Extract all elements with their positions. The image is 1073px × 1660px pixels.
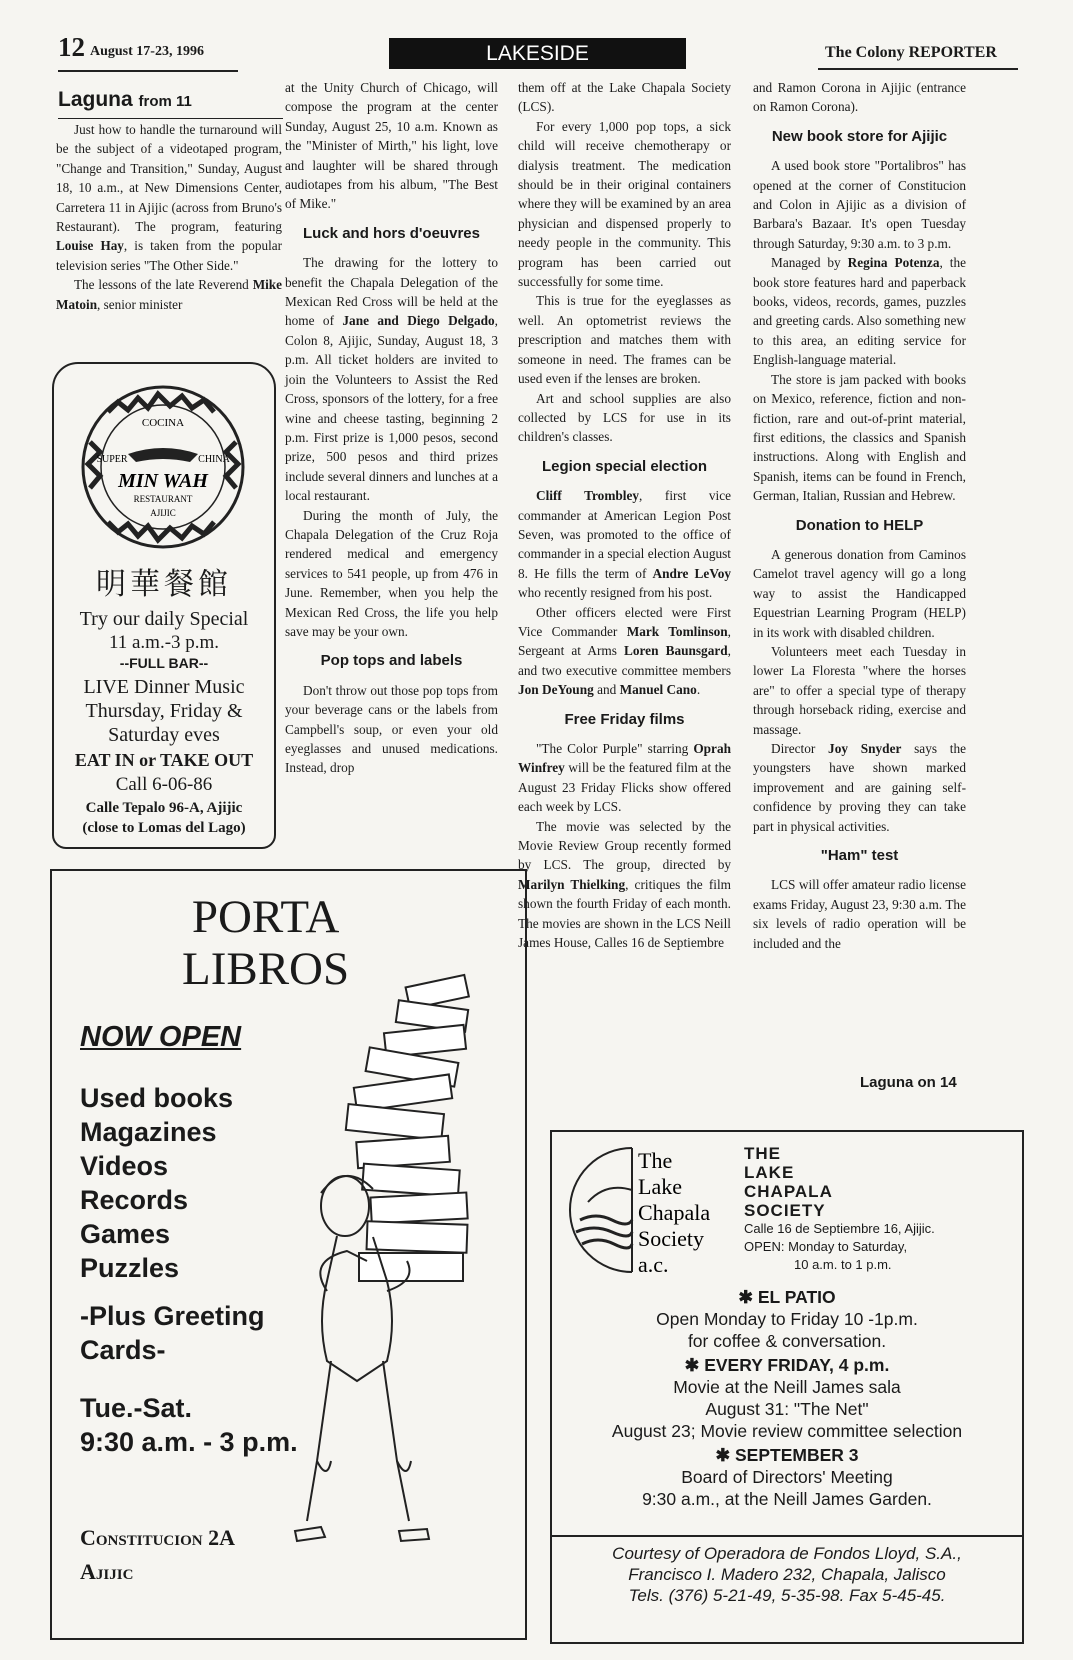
greeting-cards <box>80 1299 265 1367</box>
col1-paragraph <box>56 275 282 314</box>
text: Francisco I. Madero 232, Chapala, Jalisco <box>628 1565 946 1584</box>
laguna-heading-suffix: from 11 <box>138 93 192 110</box>
music-eves: Saturday eves <box>108 724 220 746</box>
text: and <box>593 682 620 698</box>
text: will be the featured film at the August 23 Friday Flicks show offered each week by LCS. <box>518 760 731 815</box>
person-name: Jane and Diego Delgado <box>342 313 495 329</box>
col4-paragraph: and Ramon Corona in Ajijic (entrance on Ramon Corona). <box>753 80 966 115</box>
col4-paragraph: A generous donation from Caminos Camelot travel agency will go a long way to assist the Handicapped Equestrian Learning Program (HELP) in its work with disabled children. <box>753 546 966 640</box>
text: "The Color Purple" starring <box>536 741 694 756</box>
product-item: Records <box>80 1185 189 1215</box>
col3-paragraph: them off at the Lake Chapala Society (LCS). <box>518 80 731 115</box>
laguna-heading <box>58 88 192 112</box>
text: The lessons of the late Reverend <box>74 277 253 293</box>
text: Just how to handle the turnaround will be the subject of a videotaped program, "Change and Transition," Sunday, August 18, 10 a.m., at New Dimensions Center, Carretera 11 in Ajijic (across from Bruno's Restaurant). The program, featuring <box>56 122 282 235</box>
text: Ajijic <box>80 1559 134 1584</box>
logo-name-text: MIN WAH <box>118 470 208 492</box>
logo-super-text: SUPER <box>96 454 128 465</box>
text: Other officers elected were First Vice Commander <box>518 604 731 639</box>
logo-restaurant-text: RESTAURANT <box>133 494 193 504</box>
product-item: Games <box>80 1219 171 1249</box>
person-name: Louise Hay <box>56 238 124 254</box>
text: LAKE <box>744 1163 795 1182</box>
lcs-body <box>552 1132 1022 1534</box>
text: Tels. (376) 5-21-49, 5-35-98. Fax 5-45-45. <box>628 1586 946 1605</box>
person-name: Marilyn Thielking <box>518 876 626 892</box>
every-friday <box>552 1354 1022 1442</box>
text: THE <box>744 1144 781 1163</box>
col2-paragraph: at the Unity Church of Chicago, will compose the program at the center Sunday, August 25, 10 a.m. Known as the "Minister of Mirth," his light, love and laughter will be shared through audiotapes from his album, "The Best of Mike." <box>285 80 498 212</box>
headline-pop-tops: Pop tops and labels <box>320 652 463 670</box>
text: who recently resigned from his post. <box>518 585 713 601</box>
text: for coffee & conversation. <box>687 1331 887 1351</box>
text: . <box>696 682 701 698</box>
col3-paragraph: Art and school supplies are also collected by LCS for use in its children's classes. <box>518 390 731 445</box>
logo-line: Lake <box>638 1174 682 1199</box>
text: OPEN: Monday to Saturday, <box>744 1239 908 1254</box>
title-line: LIBROS <box>182 943 350 995</box>
col4-paragraph <box>753 739 966 836</box>
text: August 31: "The Net" <box>705 1399 869 1419</box>
header-rule-right <box>818 68 1018 70</box>
person-name: Cliff Trombley <box>536 488 640 504</box>
special-hours: 11 a.m.-3 p.m. <box>108 632 220 653</box>
headline-free-films: Free Friday films <box>564 710 685 728</box>
text: ✱ EVERY FRIDAY, 4 p.m. <box>684 1355 890 1375</box>
text: SOCIETY <box>744 1201 826 1220</box>
person-name: Regina Potenza <box>847 255 940 271</box>
person-name: Andre LeVoy <box>652 565 731 581</box>
person-name: Loren Baunsgard <box>624 643 728 659</box>
headline-luck: Luck and hors d'oeuvres <box>303 224 480 242</box>
col4-paragraph <box>753 253 966 369</box>
porta-libros-ad <box>50 869 527 1640</box>
col1-paragraph <box>56 120 282 275</box>
laguna-rule <box>58 118 283 119</box>
column-2 <box>285 78 498 778</box>
text: Calle 16 de Septiembre 16, Ajijic. <box>744 1221 935 1236</box>
product-item: Puzzles <box>80 1253 180 1283</box>
min-wah-logo <box>78 382 248 552</box>
newspaper-name: The Colony REPORTER <box>825 44 997 61</box>
title-line: PORTA <box>191 891 340 943</box>
text: Courtesy of Operadora de Fondos Lloyd, S.A., <box>612 1544 962 1563</box>
text: ✱ EL PATIO <box>738 1287 836 1307</box>
text: Constitucion 2A <box>80 1525 235 1550</box>
september-3 <box>552 1444 1022 1510</box>
lcs-address <box>744 1220 935 1274</box>
product-item: Used books <box>80 1083 234 1113</box>
text: ✱ SEPTEMBER 3 <box>715 1445 859 1465</box>
col3-paragraph <box>518 739 731 817</box>
eat-in-take-out: EAT IN or TAKE OUT <box>74 750 254 770</box>
headline-legion: Legion special election <box>541 457 708 475</box>
text: 9:30 a.m., at the Neill James Garden. <box>642 1489 932 1509</box>
text: , critiques the film shown the fourth Friday of each month. The movies are shown in the LCS Neill James House, Calles 16 de Septiembre <box>518 876 731 951</box>
text: Movie at the Neill James sala <box>673 1377 901 1397</box>
col4-paragraph: LCS will offer amateur radio license exams Friday, August 23, 9:30 a.m. The six levels of radio operation will be included and the <box>753 877 966 951</box>
lake-chapala-society-ad <box>550 1130 1024 1644</box>
text: Managed by <box>771 255 848 271</box>
address-note: (close to Lomas del Lago) <box>82 820 246 836</box>
product-list <box>80 1081 233 1285</box>
logo-line: a.c. <box>638 1252 669 1277</box>
logo-line: Chapala <box>638 1200 711 1225</box>
continued-jump: Laguna on 14 <box>860 1074 957 1091</box>
text: Cards- <box>80 1335 166 1365</box>
lcs-name <box>744 1144 833 1220</box>
column-3 <box>518 78 731 952</box>
text: says the youngsters have shown marked improvement and are gaining self-confidence by proving they can take part in physical activities. <box>753 741 966 834</box>
text: Tue.-Sat. <box>80 1393 193 1423</box>
text: , Sergeant at Arms <box>518 623 731 659</box>
issue-date: August 17-23, 1996 <box>90 44 204 59</box>
text: , Colon 8, Ajijic, Sunday, August 18, 3 p.m. All ticket holders are invited to join the Volunteers to Assist the Red Cross, sponsors of the lottery, for a free wine and cheese tasting, beginning 2 p.m. First prize is 1,000 pesos, second prize, 500 pesos and third prizes include several dinners and lunches at a local restaurant. <box>285 313 498 504</box>
text: , first vice commander at American Legion Post Seven, was promoted to the office of commander in a special election August 8. He fills the term of <box>518 488 731 581</box>
chinese-name: 明華餐館 <box>96 568 232 601</box>
lcs-logo <box>566 1142 766 1282</box>
page-number: 12 <box>58 32 85 62</box>
person-name: Oprah Winfrey <box>518 741 731 776</box>
col2-paragraph: During the month of July, the Chapala Delegation of the Cruz Roja rendered medical and emergency services to 541 people, up from 476 in June. Remember, when you help the Mexican Red Cross, the life you help save may be your own. <box>285 507 498 639</box>
headline-ham-test: "Ham" test <box>820 847 899 865</box>
text: The drawing for the lottery to benefit the Chapala Delegation of the Mexican Red Cross will be held at the home of <box>285 255 498 329</box>
text: , and two executive committee members <box>518 643 731 678</box>
col3-paragraph <box>518 817 731 953</box>
min-wah-ad <box>52 362 276 849</box>
phone: Call 6-06-86 <box>115 774 213 795</box>
music-days: Thursday, Friday & <box>85 700 243 722</box>
address: Calle Tepalo 96-A, Ajijic <box>85 800 243 816</box>
person-name: Manuel Cano <box>619 682 697 698</box>
text: Director <box>771 741 829 756</box>
col4-paragraph: A used book store "Portalibros" has opened at the corner of Constitucion and Colon in Ajijic as a division of Barbara's Bazaar. It's open Tuesday through Saturday, 9:30 a.m. to 3 p.m. <box>753 158 966 251</box>
column-4 <box>753 78 966 953</box>
text: -Plus Greeting <box>80 1301 265 1331</box>
col4-paragraph: Volunteers meet each Tuesday in lower La Floresta "where the horses are" to offer a special type of therapy through horseback riding, exercise and massage. <box>753 643 966 737</box>
store-address <box>80 1521 235 1589</box>
text: , is taken from the popular television series "The Other Side." <box>56 238 282 273</box>
text: CHAPALA <box>744 1182 833 1201</box>
col3-paragraph: This is true for the eyeglasses as well. An optometrist reviews the prescription and matches them with someone in need. The frames can be used even if the lenses are broken. <box>518 293 731 387</box>
person-name: Jon DeYoung <box>518 682 594 698</box>
logo-town-text: AJIJIC <box>150 508 176 518</box>
headline-donation: Donation to HELP <box>795 516 924 534</box>
col3-paragraph <box>518 486 731 602</box>
book-carrier-illustration <box>287 961 487 1601</box>
column-1 <box>56 120 282 314</box>
person-name: Mark Tomlinson <box>626 623 728 639</box>
laguna-heading-main: Laguna <box>58 88 133 111</box>
lcs-footer <box>552 1535 1022 1640</box>
logo-line: The <box>638 1148 673 1173</box>
product-item: Videos <box>80 1151 169 1181</box>
text: 9:30 a.m. - 3 p.m. <box>80 1427 298 1457</box>
text: Board of Directors' Meeting <box>681 1467 893 1487</box>
el-patio <box>552 1286 1022 1352</box>
col2-paragraph: Don't throw out those pop tops from your beverage cans or the labels from Campbell's soup, or even your old eyeglasses and unused medications. Instead, drop <box>285 682 498 776</box>
section-banner: LAKESIDE <box>389 38 686 69</box>
full-bar: --FULL BAR-- <box>119 655 209 671</box>
text: 10 a.m. to 1 p.m. <box>794 1257 892 1272</box>
headline-book-store: New book store for Ajijic <box>771 127 948 145</box>
now-open: NOW OPEN <box>80 1021 242 1053</box>
text: , senior minister <box>97 296 183 312</box>
col3-paragraph <box>518 603 731 700</box>
logo-china-text: CHINA <box>198 454 230 465</box>
col3-paragraph: For every 1,000 pop tops, a sick child will receive chemotherapy or dialysis treatment. The medication should be in their original containers where they will be examined by an area physician and dispensed properly to needy people in the community. This program has been carried out successfully for some time. <box>518 118 731 290</box>
daily-special: Try our daily Special <box>79 608 249 630</box>
col2-paragraph <box>285 253 498 505</box>
col4-paragraph: The store is jam packed with books on Mexico, reference, fiction and non-fiction, rare and out-of-print material, first editions, the classics and Spanish instructions. Along with English and Spanish, items can be found in French, German, Italian, Russian and Hebrew. <box>753 371 966 504</box>
text: The movie was selected by the Movie Review Group recently formed by LCS. The group, directed by <box>518 818 731 873</box>
text: Open Monday to Friday 10 -1p.m. <box>656 1309 918 1329</box>
logo-cocina-text: COCINA <box>141 417 185 429</box>
store-hours <box>80 1391 298 1459</box>
text: , the book store features hard and paperback books, videos, records, games, puzzles and greeting cards. Also something new to this area, an editing service for English-language material. <box>753 255 966 368</box>
text: August 23; Movie review committee selection <box>611 1421 963 1441</box>
person-name: Mike Matoin <box>56 277 282 312</box>
person-name: Joy Snyder <box>828 741 902 756</box>
logo-line: Society <box>638 1226 704 1251</box>
header-rule-left <box>58 70 238 72</box>
product-item: Magazines <box>80 1117 217 1147</box>
live-music: LIVE Dinner Music <box>83 676 245 698</box>
